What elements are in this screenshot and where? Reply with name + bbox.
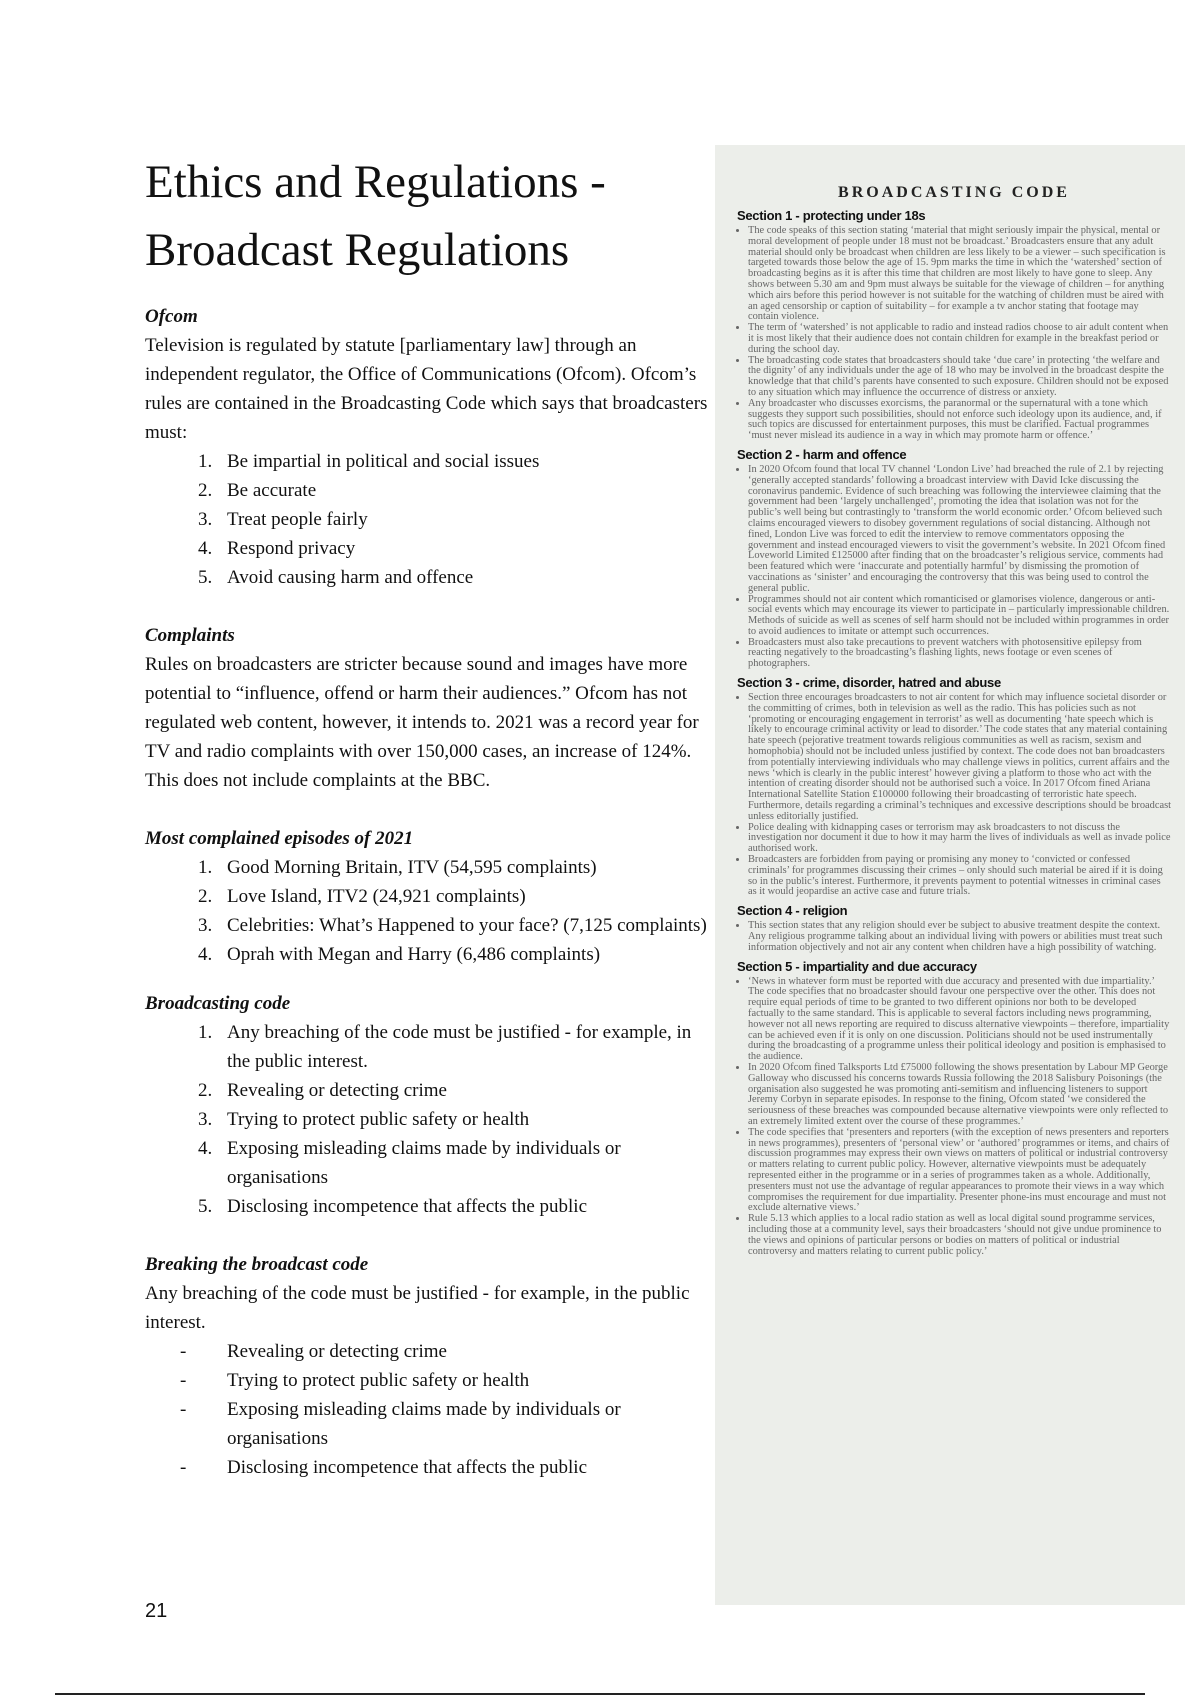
list-item: 2. Love Island, ITV2 (24,921 complaints) [217, 882, 715, 911]
list-item: 4. Oprah with Megan and Harry (6,486 complaints) [217, 940, 715, 969]
list-item: • The code specifies that ‘presenters and reporters (with the exception of news presenters and reporters in news programmes), presenters of ‘personal view’ or ‘authored’ programmes or items, and chairs of discussion programmes may express their own views on matters of political or industrial controversy or matters relating to current public policy. However, alternative viewpoints must be adequately represented either in the programme or in a series of programmes taken as a whole. Additionally, presenters must not use the advantage of regular appearances to promote their views in a way which compromises the requirement for due impartiality. Presenter phone-ins must encourage and must not exclude alternative views.’ [748, 1128, 1171, 1214]
scan-bullet-list [737, 921, 1171, 953]
list-item: 3. Treat people fairly [217, 505, 715, 534]
scan-bullet-list [737, 465, 1171, 670]
page-title-line-2: Broadcast Regulations [145, 224, 570, 276]
list-item: 4. Respond privacy [217, 534, 715, 563]
list-item: • Broadcasters are forbidden from paying or promising any money to ‘convicted or confessed criminals’ for programmes discussing their crimes – only should such material be aired if it is doing so in the public’s interest. Furthermore, it prevents payment to potential witnesses in criminal cases as it would jeopardise an active case and future trials. [748, 855, 1171, 898]
list-item: 4. Exposing misleading claims made by individuals or organisations [217, 1134, 715, 1192]
spacer [145, 1221, 715, 1250]
scan-bullet-list [737, 693, 1171, 898]
list-item: - Disclosing incompetence that affects the public [217, 1453, 715, 1482]
footer-divider [55, 1693, 1145, 1695]
list-item: • Any broadcaster who discusses exorcisms, the paranormal or the supernatural with a tone which suggests they support such possibilities, should not enforce such ideology upon its audience, and, if such topics are discussed for entertainment purposes, this must be clarified. Factual programmes ‘must never mislead its audience in a way in which may promote harm or offence.’ [748, 399, 1171, 442]
list-item: • The code speaks of this section stating ‘material that might seriously impair the physical, mental or moral development of people under 18 must not be broadcast.’ Broadcasters ensure that any adult material should only be broadcast when children are less likely to be a viewer – such specification is targeted towards those below the age of 15. 9pm marks the time in which the ‘watershed’ section of broadcasting begins as it is after this time that children are most likely to have gone to sleep. Any shows between 5.30 am and 9pm must always be suitable for the viewage of children – for anything which airs before this period however is not suitable for the watching of children must be aired with an aged censorship or caption of suitability – for example a tv anchor stating that footage may contain violence. [748, 226, 1171, 323]
breaking-code-heading: Breaking the broadcast code [145, 1254, 369, 1275]
spacer [145, 795, 715, 824]
list-item: 3. Celebrities: What’s Happened to your face? (7,125 complaints) [217, 911, 715, 940]
main-text-column [145, 148, 715, 1482]
scan-title: BROADCASTING CODE [838, 184, 1070, 201]
ofcom-intro: Television is regulated by statute [parliamentary law] through an independent regulator, the Office of Communications (Ofcom). Ofcom’s rules are contained in the Broadcasting Code which says that broadcasters must: [145, 335, 708, 443]
list-item: • ‘News in whatever form must be reported with due accuracy and presented with due impartiality.’ The code specifies that no broadcaster should favour one perspective over the other. This does not require equal periods of time to be granted to two different opinions nor both to be developed factually to the same standard. This is applicable to several factors including news programming, however not all news reporting are required to discuss alternative viewpoints – therefore, impartiality can be achieved even if it is only on one discussion. Politicians should not be used instrumentally during the broadcasting of a programme unless their political ideology and position is emphasised to the audience. [748, 977, 1171, 1063]
list-item: 5. Avoid causing harm and offence [217, 563, 715, 592]
breaking-code-list [145, 1337, 715, 1482]
scan-bullet-list [737, 226, 1171, 442]
list-item: • Rule 5.13 which applies to a local radio station as well as local digital sound programme services, including those at a community level, says their broadcasters ‘should not give undue prominence to the views and opinions of particular persons or bodies on matters of political or industrial controversy and matters relating to current public policy.’ [748, 1214, 1171, 1257]
page-title [145, 148, 715, 284]
list-item: • Section three encourages broadcasters to not air content for which may influence societal disorder or the committing of crimes, both in television as well as the radio. This has policies such as not ‘promoting or encouraging engagement in terrorist’ as well as documenting ‘hate speech which is likely to encourage criminal activity or lead to disorder.’ The code states that any material containing hate speech (pejorative treatment towards religious communities as well as racism, sexism and homophobia) should not be included unless justified by context. The code does not ban broadcasters from potentially interviewing individuals who may challenge views in politics, current affairs and the news ‘which is clearly in the public interest’ however giving a platform to those who act with the intention of creating disorder should not be authorised such a voice. In 2017 Ofcom fined Ariana International Satellite Station £100000 following their broadcasting of terroristic hate speech. Furthermore, details regarding a criminal’s techniques and excessive descriptions should be broadcast unless editorially justified. [748, 693, 1171, 823]
scan-section-heading: Section 1 - protecting under 18s [737, 208, 926, 223]
most-complained-list [145, 853, 715, 969]
scan-section-heading: Section 5 - impartiality and due accuracy [737, 958, 977, 974]
scan-section-heading: Section 3 - crime, disorder, hatred and abuse [737, 675, 1001, 691]
complaints-text: Rules on broadcasters are stricter because sound and images have more potential to “influence, offend or harm their audiences.” Ofcom has not regulated web content, however, it intends to. 2021 was a record year for TV and radio complaints with over 150,000 cases, an increase of 124%. This does not include complaints at the BBC. [145, 654, 699, 791]
page-title-line-1: Ethics and Regulations - [145, 156, 606, 208]
spacer [145, 592, 715, 621]
ofcom-rules-list [145, 447, 715, 592]
scan-section-heading: Section 2 - harm and offence [737, 446, 907, 462]
broadcasting-code-heading: Broadcasting code [145, 993, 291, 1014]
breaking-code-intro: Any breaching of the code must be justified - for example, in the public interest. [145, 1283, 690, 1333]
scan-bullet-list [737, 977, 1171, 1258]
list-item: - Revealing or detecting crime [217, 1337, 715, 1366]
list-item: 2. Revealing or detecting crime [217, 1076, 715, 1105]
list-item: - Trying to protect public safety or health [217, 1366, 715, 1395]
page-number: 21 [145, 1600, 168, 1622]
complaints-heading: Complaints [145, 625, 235, 646]
list-item: - Exposing misleading claims made by individuals or organisations [217, 1395, 715, 1453]
ofcom-heading: Ofcom [145, 306, 198, 327]
broadcasting-code-list [145, 1018, 715, 1221]
spacer [145, 969, 715, 989]
list-item: • The broadcasting code states that broadcasters should take ‘due care’ in protecting ‘the welfare and the dignity’ of any individuals under the age of 18 who may be involved in the broadcast despite the knowledge that that child’s parents have consented to such exposure. Children should not be exposed to any situation which may influence the occurrence of distress or anxiety. [748, 356, 1171, 399]
list-item: • This section states that any religion should ever be subject to abusive treatment despite the context. Any religious programme talking about an individual living with powers or abilities must treat such information objectively and not air any content when children have a high possibility of watching. [748, 921, 1171, 953]
list-item: 1. Good Morning Britain, ITV (54,595 complaints) [217, 853, 715, 882]
list-item: • Police dealing with kidnapping cases or terrorism may ask broadcasters to not discuss the investigation nor document it due to how it may harm the lives of individuals as well as invade police authorised work. [748, 823, 1171, 855]
broadcasting-code-scan [715, 145, 1185, 1605]
scan-section-heading: Section 4 - religion [737, 903, 848, 919]
list-item: • Broadcasters must also take precautions to prevent watchers with photosensitive epilepsy from reacting negatively to the broadcasting’s flashing lights, news footage or even scenes of photographers. [748, 638, 1171, 670]
list-item: • In 2020 Ofcom fined Talksports Ltd £75000 following the shows presentation by Labour MP George Galloway who discussed his concerns towards Russia following the 2018 Salisbury Poisonings (the organisation also suggested he was promoting anti-semitism and influencing listeners to support Jeremy Corbyn in separate episodes. In response to the fining, Ofcom stated ‘we considered the seriousness of these breaches was compounded because alternative viewpoints were only reflected to an extremely limited extent over the course of these programmes.’ [748, 1063, 1171, 1128]
list-item: 5. Disclosing incompetence that affects the public [217, 1192, 715, 1221]
most-complained-heading: Most complained episodes of 2021 [145, 828, 414, 849]
list-item: • In 2020 Ofcom found that local TV channel ‘London Live’ had breached the rule of 2.1 by rejecting ‘generally accepted standards’ following a broadcast interview with David Icke discussing the coronavirus pandemic. Evidence of such breaching was following the interviewee claiming that the government had been ‘largely unchallenged’, promoting the idea that isolation was not for the public’s well being but contrastingly to ‘transform the world economic order.’ Ofcom believed such claims encouraged viewers to disobey government regulations of social distancing. Although not fined, London Live was forced to edit the interview to remove commentators opposing the government and instead encouraged viewers to visit the government’s website. In 2021 Ofcom fined Loveworld Limited £125000 after finding that on the broadcaster’s religious service, comments had been featured which were ‘inaccurate and potentially harmful’ by dismissing the promotion of vaccinations as ‘sinister’ and encouraging the controversy that this was being used to control the general public. [748, 465, 1171, 595]
list-item: • The term of ‘watershed’ is not applicable to radio and instead radios choose to air adult content when it is most likely that their audience does not contain children for example in the breakfast period or during the school day. [748, 323, 1171, 355]
list-item: 1. Be impartial in political and social issues [217, 447, 715, 476]
list-item: 1. Any breaching of the code must be justified - for example, in the public interest. [217, 1018, 715, 1076]
list-item: 2. Be accurate [217, 476, 715, 505]
list-item: • Programmes should not air content which romanticised or glamorises violence, dangerous or anti-social events which may encourage its viewer to participate in – particularly impressionable children. Methods of suicide as well as scenes of self harm should not be included within programmes in order to avoid audiences to imitate or attempt such occurrences. [748, 595, 1171, 638]
list-item: 3. Trying to protect public safety or health [217, 1105, 715, 1134]
